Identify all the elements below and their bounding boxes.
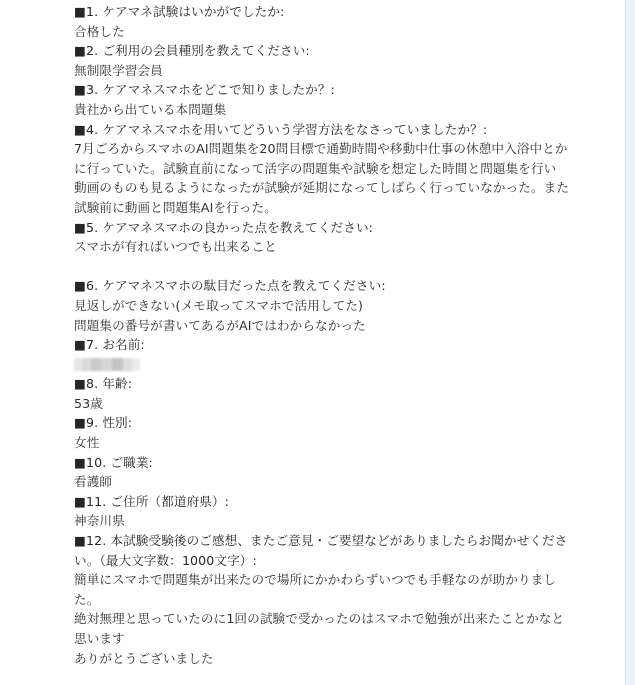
answer-1: 合格した (74, 23, 125, 39)
answer-4: 7月ごろからスマホのAI問題集を20問目標で通勤時間や移動中仕事の休憩中入浴中とかに行っていた。試験直前になって活字の問題集や試験を想定した時間と問題集を行い 動画のものも見るようになったが試験が延期になってしばらく行っていなかった。また試験前に動画と問題集AIを行った。 (74, 141, 570, 215)
question-1: ■1. ケアマネ試験はいかがでしたか: (74, 4, 285, 19)
question-2: ■2. ご利用の会員種別を教えてください: (74, 43, 310, 59)
answer-6: 見返しができない(メモ取ってスマホで活用してた) 問題集の番号が書いてあるがAIではわからなかった (74, 297, 366, 333)
redacted-name (74, 358, 140, 371)
answer-5: スマホが有ればいつでも出来ること (74, 239, 277, 255)
question-10: ■10. ご職業: (74, 454, 153, 470)
question-8: ■8. 年齢: (74, 376, 133, 392)
answer-8: 53歳 (74, 395, 103, 411)
question-4: ■4. ケアマネスマホを用いてどういう学習方法をなさっていましたか？: (74, 121, 488, 137)
question-12: ■12. 本試験受験後のご感想、またご意見・ご要望などがありましたらお聞かせください。（最大文字数：1000文字）: (74, 533, 568, 568)
question-7: ■7. お名前: (74, 337, 145, 353)
answer-11: 神奈川県 (74, 513, 125, 529)
answer-9: 女性 (74, 435, 100, 451)
survey-response (74, 2, 574, 668)
blank-line (74, 257, 574, 277)
question-11: ■11. ご住所（都道府県）: (74, 493, 230, 509)
question-9: ■9. 性別: (74, 415, 133, 431)
question-5: ■5. ケアマネスマホの良かった点を教えてください: (74, 219, 373, 235)
answer-10: 看護師 (74, 474, 113, 490)
answer-3: 貴社から出ている本問題集 (74, 101, 227, 117)
question-6: ■6. ケアマネスマホの駄目だった点を教えてください: (74, 278, 386, 294)
answer-12: 簡単にスマホで問題集が出来たので場所にかかわらずいつでも手軽なのが助かりました。 絶対無理と思っていたのに1回の試験で受かったのはスマホで勉強が出来たことかなと思います ありがとうございました (74, 572, 565, 666)
answer-2: 無制限学習会員 (74, 62, 163, 78)
question-3: ■3. ケアマネスマホをどこで知りましたか？: (74, 82, 335, 98)
